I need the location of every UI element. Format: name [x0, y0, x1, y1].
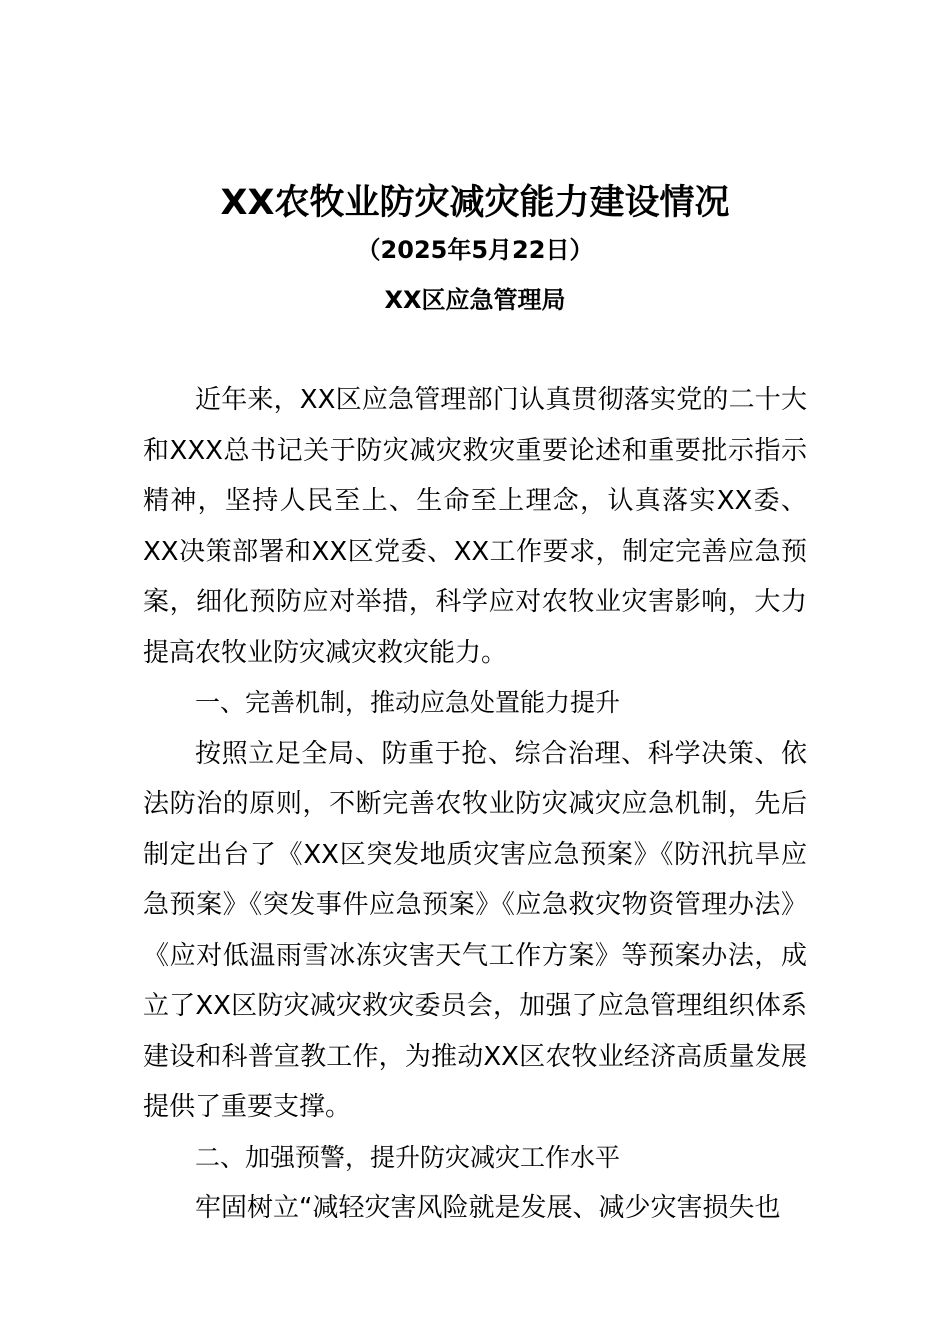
document-title: XX农牧业防灾减灾能力建设情况	[220, 183, 730, 223]
issuing-organization: XX区应急管理局	[384, 286, 566, 314]
document-date: （2025年5月22日）	[356, 236, 594, 264]
intro-paragraph: 近年来，XX区应急管理部门认真贯彻落实党的二十大和XXX总书记关于防灾减灾救灾重要论述和重要批示指示精神，坚持人民至上、生命至上理念，认真落实XX委、XX决策部署和XX区党委、XX工作要求，制定完善应急预案，细化预防应对举措，科学应对农牧业灾害影响，大力提高农牧业防灾减灾救灾能力。	[143, 385, 807, 668]
section-1-paragraph: 按照立足全局、防重于抢、综合治理、科学决策、依法防治的原则，不断完善农牧业防灾减灾应急机制，先后制定出台了《XX区突发地质灾害应急预案》《防汛抗旱应急预案》《突发事件应急预案》《应急救灾物资管理办法》《应对低温雨雪冰冻灾害天气工作方案》等预案办法，成立了XX区防灾减灾救灾委员会，加强了应急管理组织体系建设和科普宣教工作，为推动XX区农牧业经济高质量发展提供了重要支撑。	[143, 738, 807, 1122]
section-1-heading: 一、完善机制，推动应急处置能力提升	[195, 688, 621, 717]
document-body	[143, 375, 807, 1234]
section-2-paragraph: 牢固树立“减轻灾害风险就是发展、减少灾害损失也	[195, 1193, 781, 1223]
section-2-heading: 二、加强预警，提升防灾减灾工作水平	[195, 1142, 621, 1172]
